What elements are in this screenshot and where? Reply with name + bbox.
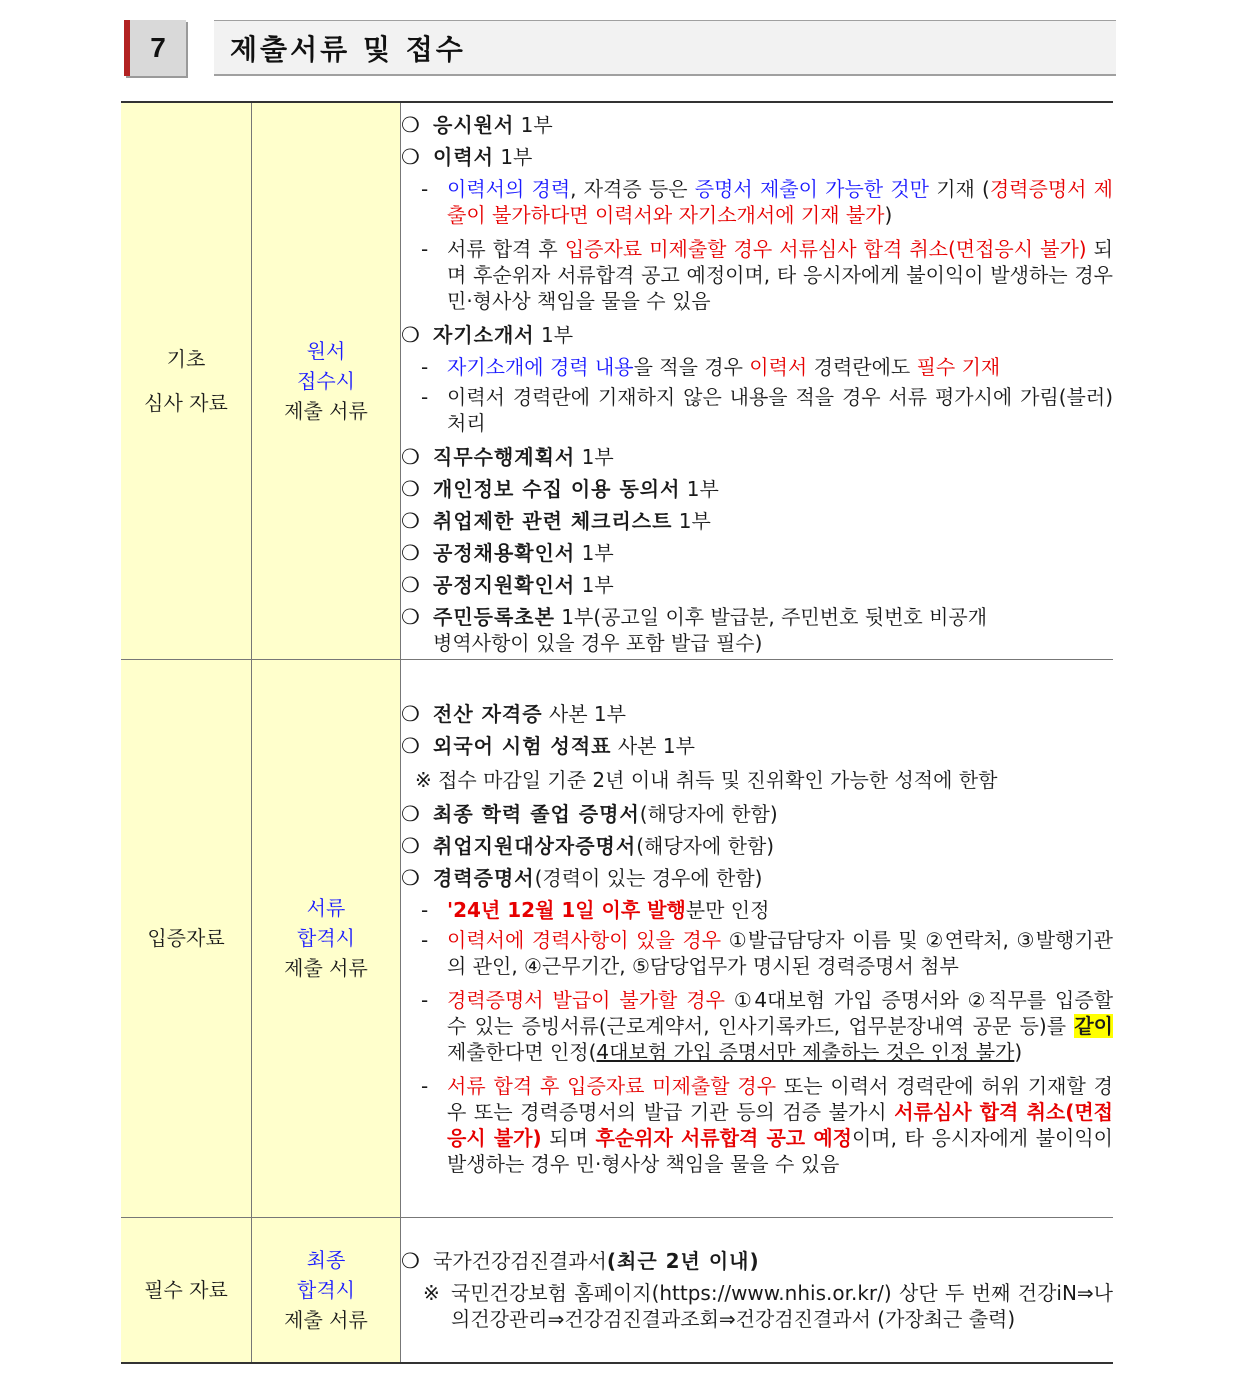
section-number: 7 (124, 20, 186, 76)
circle-bullet-icon: ❍ (401, 802, 420, 826)
item-detail: (해당자에 한함) (636, 834, 775, 858)
stage-label: 접수시 (297, 368, 355, 393)
documents-cell (401, 102, 1114, 659)
stage-label: 합격시 (297, 926, 355, 950)
item-title: 국가건강검진결과서 (433, 1248, 607, 1273)
category-label: 입증자료 (147, 926, 225, 950)
list-item (401, 604, 1113, 630)
list-item (401, 444, 1113, 470)
table-row (121, 1217, 1113, 1363)
item-title: 이력서 (433, 144, 494, 169)
category-cell (121, 659, 252, 1217)
circle-bullet-icon: ❍ (401, 508, 420, 533)
circle-bullet-icon: ❍ (401, 834, 420, 858)
table-row (121, 102, 1113, 659)
list-item (401, 833, 1113, 859)
category-label: 필수 자료 (144, 1277, 228, 1302)
note-text: ) (1014, 1040, 1023, 1064)
note-text: 이력서 (749, 354, 808, 379)
item-title: 공정채용확인서 (433, 540, 576, 565)
note-text: 4대보험 가입 증명서만 제출하는 것은 인정 불가 (596, 1040, 1015, 1064)
circle-bullet-icon: ❍ (401, 476, 420, 501)
note-text: , 자격증 등은 (570, 176, 695, 201)
note-text: 서류심사 합격 취소(면접응시 불가) (447, 1100, 1113, 1150)
list-item (401, 572, 1113, 598)
section-title: 제출서류 및 접수 (214, 20, 1116, 76)
note-text: 되며 후순위자 서류합격 공고 예정이며, 타 응시자에게 불이익이 발생하는 경우 민·형사상 책임을 물을 수 있음 (447, 236, 1113, 313)
item-title: 주민등록초본 (433, 604, 555, 629)
item-title: 취업제한 관련 체크리스트 (433, 508, 673, 533)
note-text: 서류 합격 후 (447, 236, 565, 261)
sub-note: - 이력서의 경력, 자격증 등은 증명서 제출이 가능한 것만 기재 (경력증명서 제출이 불가하다면 이력서와 자기소개서에 기재 불가) (421, 176, 1114, 227)
item-detail: (최근 2년 이내) (606, 1248, 760, 1273)
item-title: 자기소개서 (433, 322, 535, 347)
circle-bullet-icon: ❍ (401, 322, 420, 347)
note-text: 이력서 경력란에 기재하지 않은 내용을 적을 경우 서류 평가시에 가림(블러) 처리 (447, 384, 1113, 435)
list-item (401, 865, 1113, 891)
category-label: 기초 (166, 346, 206, 371)
item-title: 응시원서 (433, 112, 515, 137)
stage-label: 제출 서류 (284, 398, 368, 423)
item-title: 취업지원대상자증명서 (433, 834, 637, 858)
reference-note: ※ 접수 마감일 기준 2년 이내 취득 및 진위확인 가능한 성적에 한함 (415, 768, 998, 792)
documents-table (121, 101, 1113, 1364)
highlight-text: 같이 (1074, 1014, 1113, 1038)
note-mark: ※ (423, 1280, 440, 1305)
reference-note (401, 1280, 1113, 1332)
item-title: 경력증명서 (433, 866, 535, 890)
item-title: 전산 자격증 (433, 702, 543, 726)
item-detail: (해당자에 한함) (639, 802, 778, 826)
circle-bullet-icon: ❍ (401, 572, 420, 597)
item-detail: 1부 (575, 540, 614, 565)
note-text: 서류 합격 후 입증자료 미제출할 경우 (447, 1074, 777, 1098)
documents-cell (401, 659, 1114, 1217)
list-item (401, 144, 1113, 170)
sub-note: - 서류 합격 후 입증자료 미제출할 경우 서류심사 합격 취소(면접응시 불가) 되며 후순위자 서류합격 공고 예정이며, 타 응시자에게 불이익이 발생하는 경우 민·형사상 책임을 물을 수 있음 (421, 236, 1113, 313)
item-title: 직무수행계획서 (433, 444, 576, 469)
note-text: '24년 12월 1일 이후 발행 (447, 898, 686, 922)
documents-cell (401, 1217, 1114, 1363)
list-item (401, 112, 1113, 138)
note-text: 을 적을 경우 (633, 354, 750, 379)
note-text: 경력증명서 발급이 불가할 경우 (447, 988, 725, 1012)
note-text: ①발급담당자 이름 및 ②연락처, ③발행기관의 관인, ④근무기간, ⑤담당업무가 명시된 경력증명서 첨부 (447, 928, 1114, 978)
note-text: 이력서에 경력사항이 있을 경우 (447, 928, 722, 952)
item-detail-continued: 병역사항이 있을 경우 포함 발급 필수) (433, 630, 763, 655)
category-cell (121, 1217, 252, 1363)
list-item (401, 1248, 1113, 1274)
circle-bullet-icon: ❍ (401, 1248, 420, 1273)
note-text: 증명서 제출이 가능한 것만 (694, 176, 929, 201)
note-text: 되며 (541, 1126, 596, 1150)
stage-label: 원서 (306, 338, 346, 363)
circle-bullet-icon: ❍ (401, 144, 420, 169)
note-text: ) (884, 202, 893, 227)
stage-cell (252, 1217, 401, 1363)
item-detail: 사본 1부 (611, 734, 695, 758)
list-item (401, 733, 1113, 759)
circle-bullet-icon: ❍ (401, 734, 420, 758)
sub-note: - 이력서 경력란에 기재하지 않은 내용을 적을 경우 서류 평가시에 가림(블러) 처리 (421, 384, 1113, 435)
list-item (401, 508, 1113, 534)
note-text: 제출한다면 인정( (447, 1040, 597, 1064)
circle-bullet-icon: ❍ (401, 112, 420, 137)
sub-note: - 자기소개에 경력 내용을 적을 경우 이력서 경력란에도 필수 기재 (421, 354, 1001, 379)
note-text: 분만 인정 (685, 898, 770, 922)
category-cell (121, 102, 252, 659)
sub-note: - 이력서에 경력사항이 있을 경우 ①발급담당자 이름 및 ②연락처, ③발행기관의 관인, ④근무기간, ⑤담당업무가 명시된 경력증명서 첨부 (421, 928, 1114, 978)
note-text: 필수 기재 (916, 354, 1001, 379)
stage-label: 서류 (306, 896, 346, 920)
note-text: 이며, 타 응시자에게 불이익이 발생하는 경우 민·형사상 책임을 물을 수 있음 (447, 1126, 1113, 1176)
sub-note: - 서류 합격 후 입증자료 미제출할 경우 또는 이력서 경력란에 허위 기재할 경우 또는 경력증명서의 발급 기관 등의 검증 불가시 서류심사 합격 취소(면접응시 불가) 되며 후순위자 서류합격 공고 예정이며, 타 응시자에게 불이익이 발생하는 경우 민·형사상 책임을 물을 수 있음 (421, 1074, 1113, 1176)
note-text: 국민건강보험 홈페이지(https://www.nhis.or.kr/) 상단 두 번째 건강iN⇒나의건강관리⇒건강검진결과조회⇒건강검진결과서 (가장최근 출력) (451, 1280, 1113, 1331)
item-detail: 1부 (575, 444, 614, 469)
stage-cell (252, 659, 401, 1217)
note-text: ①4대보험 가입 증명서와 ②직무를 입증할 수 있는 증빙서류(근로계약서, 인사기록카드, 업무분장내역 공문 등)를 (447, 988, 1114, 1038)
item-detail: 1부 (534, 322, 574, 347)
table-row (121, 659, 1113, 1217)
item-detail: (경력이 있는 경우에 한함) (534, 866, 763, 890)
item-title: 공정지원확인서 (433, 572, 576, 597)
note-text: 또는 이력서 경력란에 허위 기재할 경우 또는 경력증명서의 발급 기관 등의 검증 불가시 (447, 1074, 1113, 1124)
circle-bullet-icon: ❍ (401, 866, 420, 890)
list-item (401, 322, 1113, 348)
item-detail: 1부 (680, 476, 719, 501)
sub-note: - '24년 12월 1일 이후 발행분만 인정 (421, 898, 770, 922)
sub-note: - 경력증명서 발급이 불가할 경우 ①4대보험 가입 증명서와 ②직무를 입증할 수 있는 증빙서류(근로계약서, 인사기록카드, 업무분장내역 공문 등)를 같이 제출한다면 인정(4대보험 가입 증명서만 제출하는 것은 인정 불가) (421, 988, 1114, 1064)
list-item (401, 476, 1113, 502)
item-title: 외국어 시험 성적표 (433, 734, 612, 758)
item-detail: 1부 (514, 112, 553, 137)
item-title: 개인정보 수집 이용 동의서 (433, 476, 681, 501)
note-text: 기재 ( (928, 176, 990, 201)
note-text: 자기소개에 경력 내용 (447, 354, 634, 379)
item-detail: 사본 1부 (542, 702, 626, 726)
note-text: 이력서의 경력 (447, 176, 571, 201)
stage-label: 최종 (306, 1247, 346, 1272)
item-title: 최종 학력 졸업 증명서 (433, 802, 640, 826)
circle-bullet-icon: ❍ (401, 702, 420, 726)
list-item (401, 701, 1113, 727)
circle-bullet-icon: ❍ (401, 604, 420, 629)
list-item (401, 540, 1113, 566)
item-detail: 1부(공고일 이후 발급분, 주민번호 뒷번호 비공개 (554, 604, 988, 629)
category-label: 심사 자료 (144, 390, 228, 415)
circle-bullet-icon: ❍ (401, 540, 420, 565)
stage-label: 제출 서류 (284, 1307, 368, 1332)
circle-bullet-icon: ❍ (401, 444, 420, 469)
item-detail: 1부 (493, 144, 533, 169)
item-detail: 1부 (575, 572, 614, 597)
note-text: 후순위자 서류합격 공고 예정 (595, 1126, 852, 1150)
stage-label: 제출 서류 (284, 956, 368, 980)
stage-cell (252, 102, 401, 659)
note-text: 입증자료 미제출할 경우 서류심사 합격 취소(면접응시 불가) (564, 236, 1087, 261)
list-item (401, 801, 1113, 827)
note-text: 경력란에도 (807, 354, 917, 379)
stage-label: 합격시 (297, 1277, 355, 1302)
item-detail: 1부 (672, 508, 711, 533)
note-text: 경력증명서 제출이 불가하다면 이력서와 자기소개서에 기재 불가 (447, 176, 1114, 227)
